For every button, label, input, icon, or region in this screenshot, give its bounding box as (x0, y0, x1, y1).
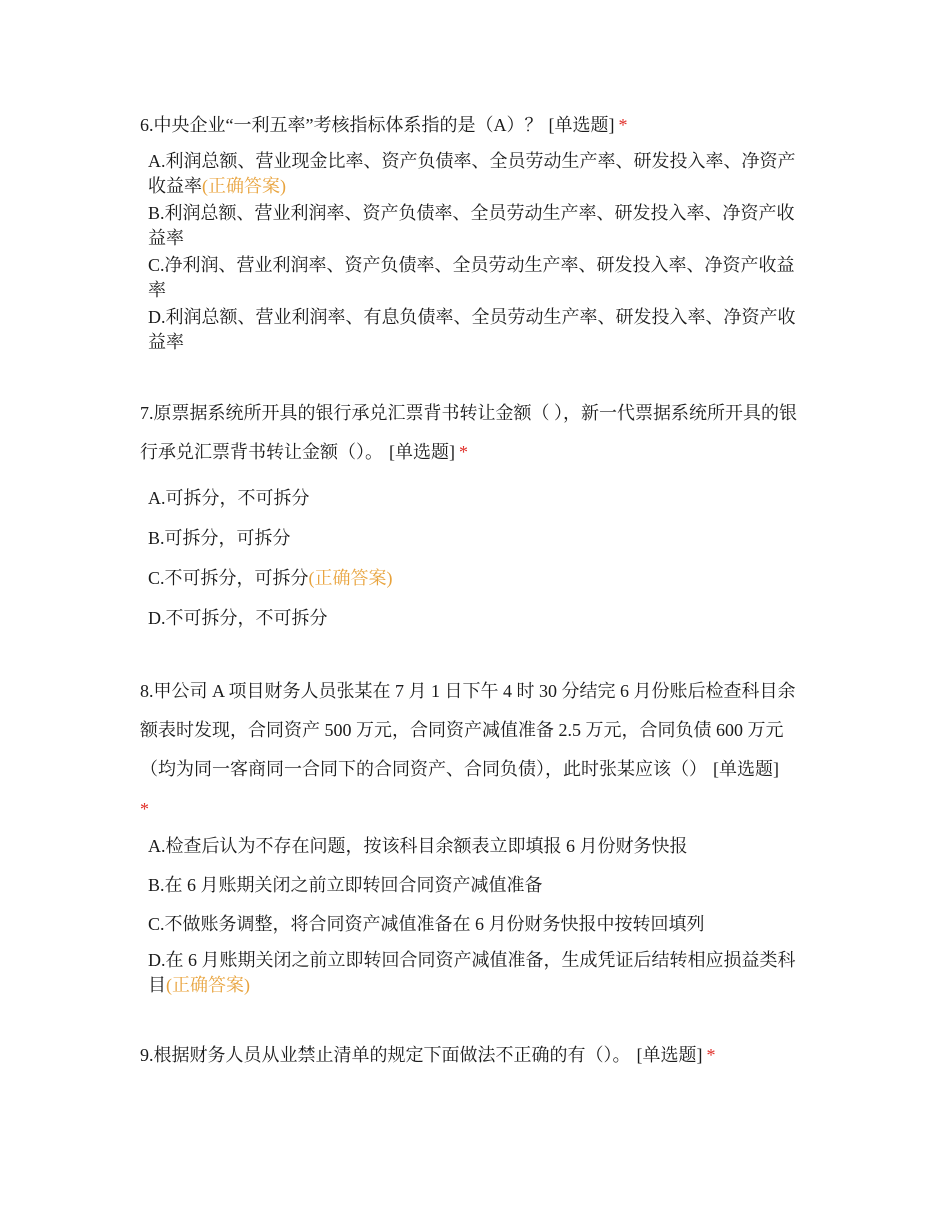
question-text: 9.根据财务人员从业禁止清单的规定下面做法不正确的有（）。 (140, 1045, 631, 1065)
required-marker: * (140, 799, 149, 819)
option-a[interactable] (148, 827, 808, 866)
option-text: A.可拆分，不可拆分 (148, 488, 310, 508)
required-marker: * (706, 1045, 716, 1065)
correct-answer-label: (正确答案) (166, 975, 250, 995)
option-d[interactable] (148, 305, 808, 355)
question-type: [单选题] (548, 115, 615, 135)
option-d[interactable] (148, 948, 808, 998)
question-text: 6.中央企业“一利五率”考核指标体系指的是（A）？ (140, 115, 543, 135)
question-type: [单选题] (389, 442, 455, 462)
question-6 (140, 106, 812, 357)
correct-answer-label: (正确答案) (308, 568, 393, 588)
option-c[interactable] (148, 558, 808, 598)
question-7 (140, 394, 812, 638)
option-a[interactable] (148, 149, 808, 199)
option-text: B.在 6 月账期关闭之前立即转回合同资产减值准备 (148, 875, 543, 895)
question-title (140, 672, 812, 789)
question-9 (140, 1036, 812, 1075)
option-text: B.利润总额、营业利润率、资产负债率、全员劳动生产率、研发投入率、净资产收益率 (148, 203, 795, 248)
question-text: 8.甲公司 A 项目财务人员张某在 7 月 1 日下午 4 时 30 分结完 6 月份账后检查科目余额表时发现，合同资产 500 万元，合同资产减值准备 2.5 万元，合同负债 600 万元（均为同一客商同一合同下的合同资产、合同负债），此时张某应该（） (140, 681, 796, 779)
option-a[interactable] (148, 478, 808, 518)
option-text: D.不可拆分，不可拆分 (148, 608, 328, 628)
required-marker: * (618, 115, 628, 135)
option-d[interactable] (148, 598, 808, 638)
option-b[interactable] (148, 201, 808, 251)
option-text: A.利润总额、营业现金比率、资产负债率、全员劳动生产率、研发投入率、净资产收益率 (148, 151, 796, 196)
question-title (140, 106, 812, 145)
question-type: [单选题] (636, 1045, 703, 1065)
question-title (140, 394, 812, 472)
option-c[interactable] (148, 253, 808, 303)
question-8 (140, 672, 812, 1000)
option-text: A.检查后认为不存在问题，按该科目余额表立即填报 6 月份财务快报 (148, 836, 688, 856)
question-type: [单选题] (713, 759, 779, 779)
option-text: C.净利润、营业利润率、资产负债率、全员劳动生产率、研发投入率、净资产收益率 (148, 255, 795, 300)
option-b[interactable] (148, 518, 808, 558)
option-text: D.利润总额、营业利润率、有息负债率、全员劳动生产率、研发投入率、净资产收益率 (148, 307, 796, 352)
option-text: B.可拆分，可拆分 (148, 528, 291, 548)
option-text: C.不可拆分，可拆分 (148, 568, 309, 588)
required-marker: * (459, 442, 468, 462)
question-title (140, 1036, 812, 1075)
option-b[interactable] (148, 866, 808, 905)
question-text: 7.原票据系统所开具的银行承兑汇票背书转让金额（ ），新一代票据系统所开具的银行承兑汇票背书转让金额（）。 (140, 403, 797, 462)
option-text: C.不做账务调整，将合同资产减值准备在 6 月份财务快报中按转回填列 (148, 914, 705, 934)
option-text: D.在 6 月账期关闭之前立即转回合同资产减值准备，生成凭证后结转相应损益类科目 (148, 950, 796, 995)
correct-answer-label: (正确答案) (202, 176, 286, 196)
option-c[interactable] (148, 905, 808, 944)
required-line (140, 797, 812, 821)
